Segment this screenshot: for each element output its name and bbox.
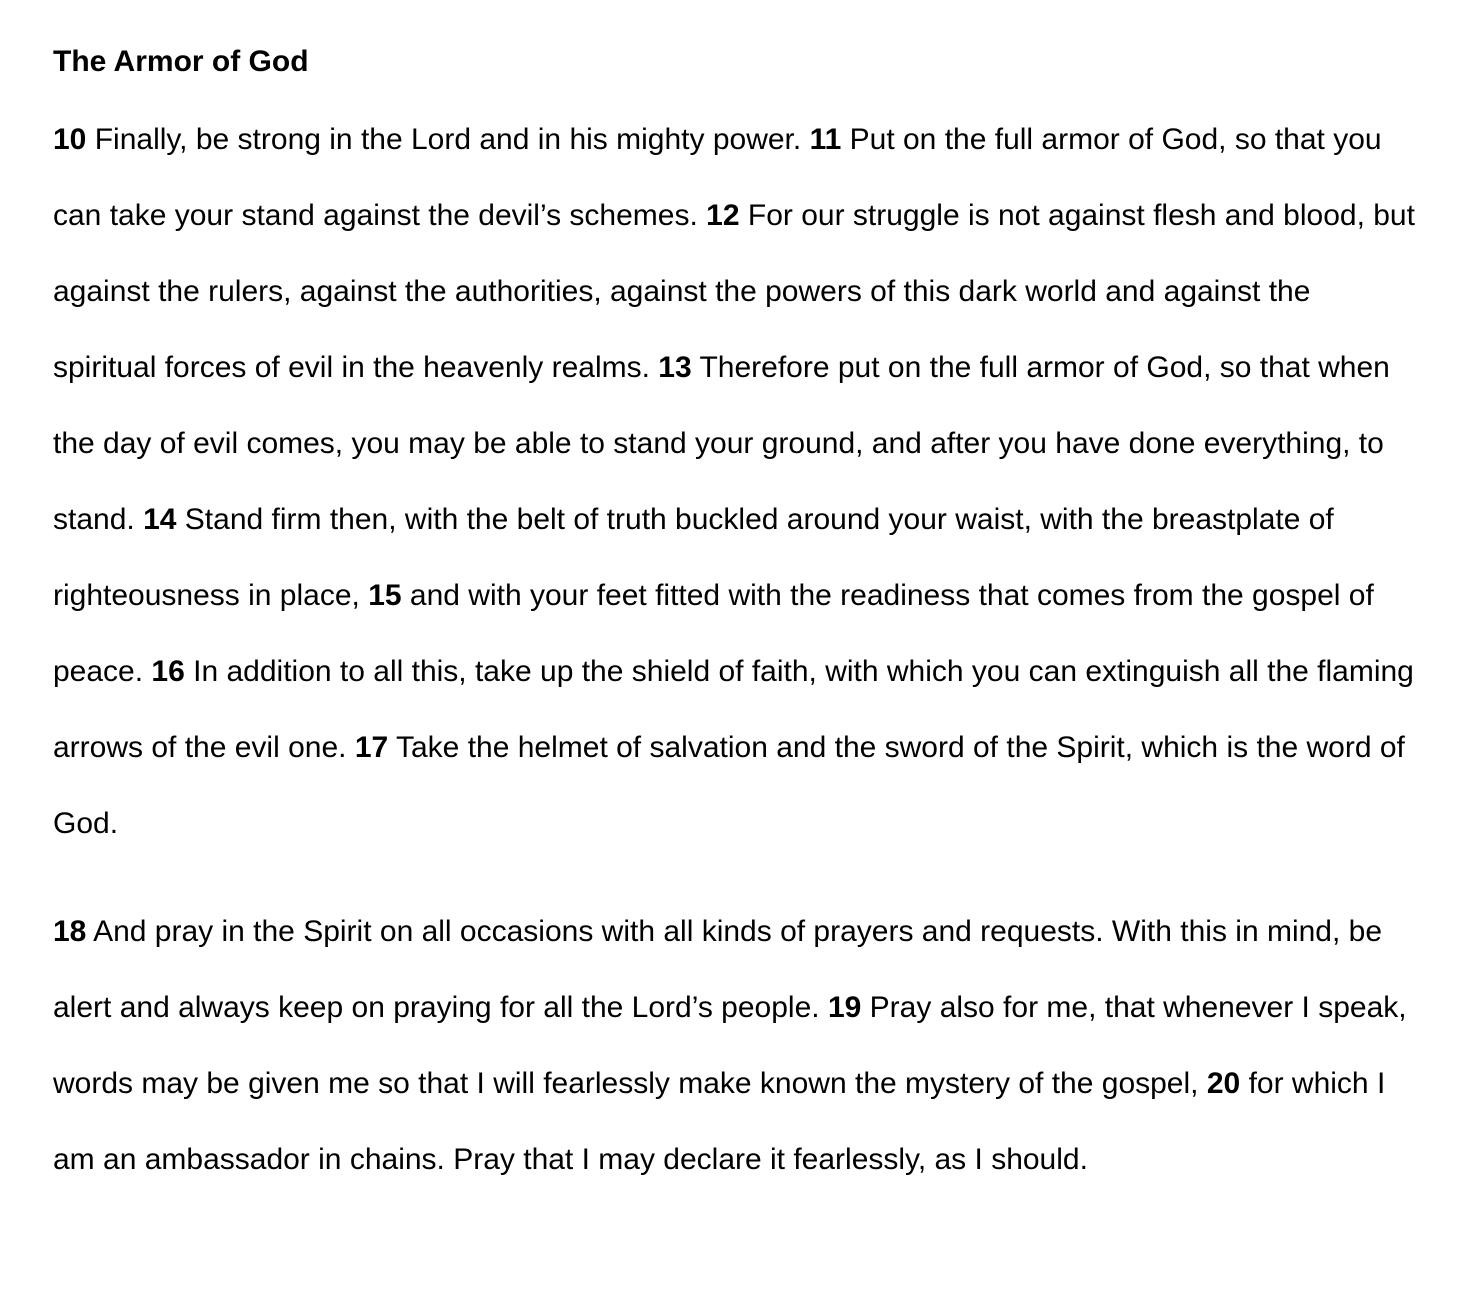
verse-10 (53, 123, 801, 156)
verse-number: 13 (658, 351, 692, 384)
verse-number: 10 (53, 123, 87, 156)
verse-text: In addition to all this, take up the shield of faith, with which you can extinguish all the flaming arrows of the evil one. (53, 655, 1414, 764)
verse-number: 18 (53, 915, 87, 948)
verse-text: Finally, be strong in the Lord and in his mighty power. (94, 123, 802, 156)
verse-text: And pray in the Spirit on all occasions with all kinds of prayers and requests. With this in mind, be alert and always keep on praying for all the Lord’s people. (53, 915, 1383, 1024)
verse-number: 14 (143, 503, 177, 536)
verse-number: 15 (368, 579, 402, 612)
verse-number: 20 (1206, 1067, 1241, 1100)
verse-number: 19 (827, 991, 862, 1024)
section-heading: The Armor of God (53, 45, 309, 78)
passage-paragraph-2 (53, 894, 1422, 1198)
verse-text: Take the helmet of salvation and the sword of the Spirit, which is the word of God. (53, 731, 1405, 840)
verse-number: 17 (354, 731, 389, 764)
verse-number: 16 (151, 655, 185, 688)
verse-text: Stand firm then, with the belt of truth buckled around your waist, with the breastplate of righteousness in place, (53, 503, 1334, 612)
passage-paragraph-1 (53, 102, 1422, 862)
verse-text: For our struggle is not against flesh and blood, but against the rulers, against the authorities, against the powers of this dark world and against the spiritual forces of evil in the heavenly realms. (53, 199, 1415, 384)
verse-text: Put on the full armor of God, so that you can take your stand against the devil’s schemes. (53, 123, 1382, 232)
verse-text: Pray also for me, that whenever I speak, words may be given me so that I will fearlessly make known the mystery of the gospel, (53, 991, 1407, 1100)
verse-text: for which I am an ambassador in chains. Pray that I may declare it fearlessly, as I should. (53, 1067, 1386, 1176)
verse-number: 11 (809, 123, 842, 156)
verse-number: 12 (706, 199, 740, 232)
verse-text: and with your feet fitted with the readiness that comes from the gospel of peace. (53, 579, 1374, 688)
verse-text: Therefore put on the full armor of God, so that when the day of evil comes, you may be able to stand your ground, and after you have done everything, to stand. (53, 351, 1390, 536)
